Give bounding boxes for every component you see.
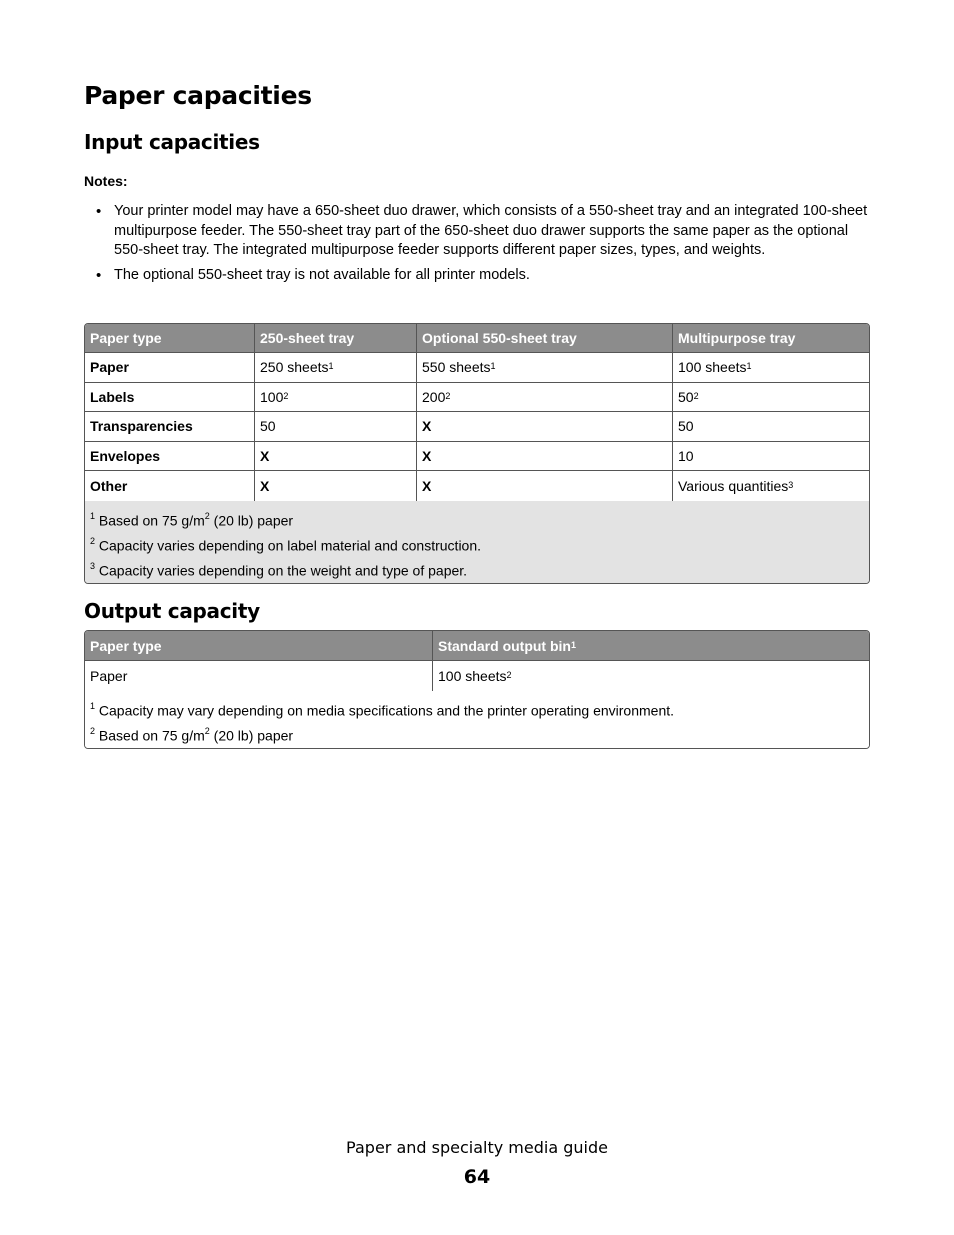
table-cell: X: [417, 412, 673, 441]
header-cell: Standard output bin $^1$: [438, 637, 576, 654]
footnote: $^1$ Based on 75 $g/m^2$ (20 lb) paper: [90, 510, 294, 529]
table-row: [85, 412, 869, 442]
notes-list: [84, 202, 870, 291]
header-cell: 250-sheet tray: [255, 324, 417, 352]
bullet-icon: •: [96, 267, 102, 285]
table-cell: Other: [85, 471, 255, 501]
note-item: [84, 202, 870, 261]
table-footnotes: [85, 501, 869, 583]
table-cell: Transparencies: [85, 412, 255, 441]
note-text: The optional 550-sheet tray is not available for all printer models.: [114, 267, 530, 284]
table-cell: X: [417, 471, 673, 501]
footer-guide-title: Paper and specialty media guide: [346, 1138, 608, 1157]
table-cell: 250 sheets $^1$: [255, 353, 417, 382]
table-cell: X: [417, 442, 673, 471]
output-capacity-table: [84, 630, 870, 749]
table-cell: 50 $^2$: [678, 388, 699, 405]
table-cell: 100 sheets $^1$: [678, 359, 752, 376]
table-row: [85, 383, 869, 413]
table-header-row: [85, 324, 869, 353]
header-cell: Paper type: [85, 631, 433, 660]
table-cell: Paper: [85, 661, 433, 691]
header-cell: Multipurpose tray: [678, 330, 796, 346]
note-text: Your printer model may have a 650-sheet duo drawer, which consists of a 550-sheet tray and an integrated 100-sheet multipurpose feeder. The 550-sheet tray part of the 650-sheet duo drawer supports the same paper as the optional 550-sheet tray. The integrated multipurpose feeder supports different paper sizes, types, and weights.: [114, 203, 868, 259]
table-cell: 100 $^2$: [255, 383, 417, 412]
table-row: [85, 353, 869, 383]
note-item: [84, 266, 870, 286]
footnote: $^2$ Capacity varies depending on label material and construction.: [90, 535, 482, 554]
notes-label: Notes:: [84, 173, 128, 189]
header-cell: Paper type: [85, 324, 255, 352]
footnote: $^3$ Capacity varies depending on the weight and type of paper.: [90, 560, 468, 579]
footnote: $^2$ Based on 75 $g/m^2$ (20 lb) paper: [90, 726, 294, 744]
table-cell: Various quantities $^3$: [678, 477, 794, 494]
table-cell: 200 $^2$: [417, 383, 673, 412]
table-header-row: [85, 631, 869, 661]
table-cell: Paper: [85, 353, 255, 382]
header-cell: Optional 550-sheet tray: [417, 324, 673, 352]
table-cell: 50: [255, 412, 417, 441]
table-cell: 10: [678, 447, 694, 464]
footnote: $^1$ Capacity may vary depending on media specifications and the printer operating environment.: [90, 701, 675, 719]
table-footnotes: [85, 691, 869, 748]
table-cell: 550 sheets $^1$: [417, 353, 673, 382]
table-row: [85, 661, 869, 691]
table-cell: X: [255, 442, 417, 471]
input-capacities-heading: Input capacities: [84, 130, 260, 154]
bullet-icon: •: [96, 203, 102, 220]
input-capacities-table: [84, 323, 870, 584]
table-cell: 50: [678, 418, 694, 435]
page-number: 64: [463, 1166, 491, 1188]
table-row: [85, 471, 869, 501]
table-cell: Labels: [85, 383, 255, 412]
table-cell: 100 sheets $^2$: [438, 668, 512, 684]
table-cell: X: [255, 471, 417, 501]
output-capacity-heading: Output capacity: [84, 599, 260, 623]
page-title: Paper capacities: [84, 81, 312, 110]
table-cell: Envelopes: [85, 442, 255, 471]
table-row: [85, 442, 869, 472]
